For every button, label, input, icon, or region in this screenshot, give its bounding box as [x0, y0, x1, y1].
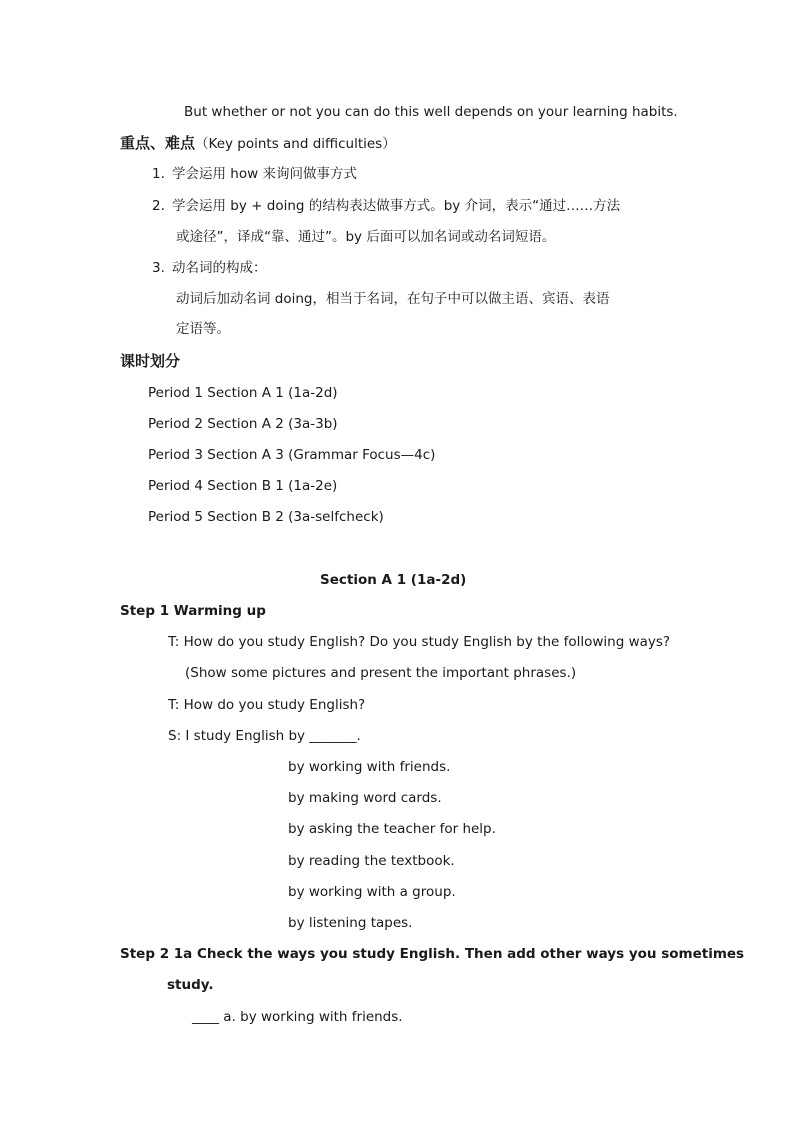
study-way-item: by working with friends. [288, 759, 451, 775]
key-point-text: 学会运用 by + doing 的结构表达做事方式。by 介词，表示“通过……方法 [172, 198, 621, 214]
step1-teacher-question: T: How do you study English? Do you study English by the following ways? [168, 634, 671, 650]
period-item: Period 4 Section B 1 (1a-2e) [148, 478, 338, 494]
step2-item-a: ____ a. by working with friends. [192, 1009, 403, 1025]
key-point-3-sub: 动词后加动名词 doing，相当于名词，在句子中可以做主语、宾语、表语 [176, 291, 610, 307]
key-point-1 [152, 165, 357, 183]
key-points-title: 重点、难点 [120, 134, 196, 152]
study-way-item: by working with a group. [288, 884, 456, 900]
period-item: Period 2 Section A 2 (3a-3b) [148, 416, 338, 432]
study-way-item: by reading the textbook. [288, 853, 455, 869]
intro-line: But whether or not you can do this well depends on your learning habits. [184, 104, 678, 120]
key-point-text: 动名词的构成： [172, 260, 267, 276]
period-item: Period 3 Section A 3 (Grammar Focus—4c) [148, 447, 436, 463]
key-point-number: 1. [152, 166, 165, 182]
key-point-2 [152, 197, 620, 215]
step1-title: Step 1 Warming up [120, 603, 266, 619]
section-title: Section A 1 (1a-2d) [320, 572, 467, 588]
study-way-item: by listening tapes. [288, 915, 413, 931]
step2-title-cont: study. [167, 977, 214, 993]
step1-teacher-question-2: T: How do you study English? [168, 697, 366, 713]
key-points-heading [120, 134, 396, 153]
key-points-title-en: （Key points and difficulties） [195, 136, 396, 152]
key-point-text: 学会运用 how 来询问做事方式 [172, 166, 357, 182]
key-point-3 [152, 259, 267, 277]
key-point-3-cont: 定语等。 [176, 321, 230, 337]
study-way-item: by making word cards. [288, 790, 442, 806]
study-way-item: by asking the teacher for help. [288, 821, 496, 837]
period-item: Period 1 Section A 1 (1a-2d) [148, 385, 338, 401]
step1-student-answer: S: I study English by _______. [168, 728, 361, 744]
key-point-2-cont: 或途径”，译成“靠、通过”。by 后面可以加名词或动名词短语。 [176, 229, 556, 245]
step2-title: Step 2 1a Check the ways you study English. Then add other ways you sometimes [120, 946, 745, 962]
step1-teacher-note: (Show some pictures and present the important phrases.) [185, 665, 577, 681]
key-point-number: 3. [152, 260, 165, 276]
key-point-number: 2. [152, 198, 165, 214]
periods-heading: 课时划分 [120, 352, 181, 370]
period-item: Period 5 Section B 2 (3a-selfcheck) [148, 509, 384, 525]
